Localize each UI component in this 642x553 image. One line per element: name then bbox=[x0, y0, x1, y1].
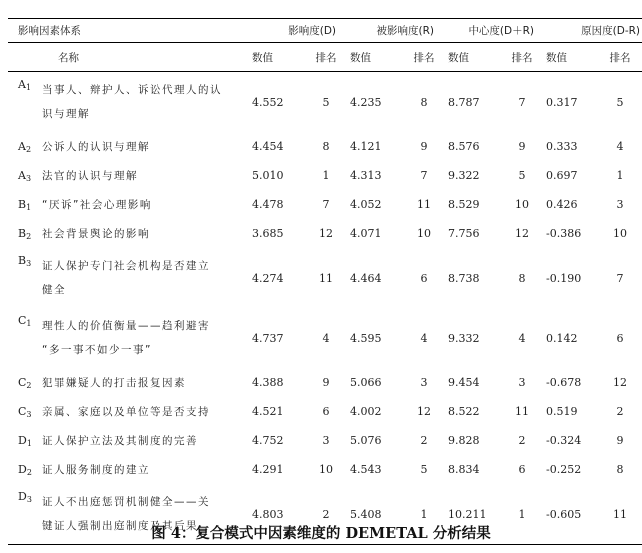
factor-name bbox=[42, 368, 252, 397]
rank-dr-diff: 5 bbox=[616, 95, 624, 109]
group-header-dr-sum: 中心度(D＋R) bbox=[448, 19, 546, 43]
rank-dr-sum: 8 bbox=[518, 271, 526, 285]
factor-id bbox=[8, 248, 42, 308]
value-d: 3.685 bbox=[252, 227, 284, 240]
table-row bbox=[8, 248, 642, 308]
value-dr-sum: 8.522 bbox=[448, 405, 480, 418]
value-d: 4.274 bbox=[252, 271, 284, 285]
value-dr-diff: -0.678 bbox=[546, 376, 582, 389]
value-dr-diff: 0.697 bbox=[546, 169, 578, 182]
factor-name bbox=[42, 397, 252, 426]
factor-id bbox=[8, 368, 42, 397]
table-row bbox=[8, 308, 642, 368]
factor-id-number: 3 bbox=[26, 259, 32, 268]
factor-id bbox=[8, 397, 42, 426]
rank-d: 9 bbox=[322, 376, 330, 389]
rank-r: 6 bbox=[420, 271, 428, 285]
value-d: 4.521 bbox=[252, 405, 284, 418]
rank-dr-diff: 4 bbox=[616, 140, 624, 153]
value-dr-diff: 0.519 bbox=[546, 405, 578, 418]
table-row bbox=[8, 426, 642, 455]
group-header-d: 影响度(D) bbox=[252, 19, 350, 43]
value-d: 4.803 bbox=[252, 484, 302, 545]
rank-dr-diff: 10 bbox=[613, 227, 628, 240]
value-dr-diff: 0.333 bbox=[546, 140, 578, 153]
value-header: 数值 bbox=[350, 43, 400, 72]
factor-name-line: 理性人的价值衡量——趋利避害 bbox=[42, 320, 210, 332]
rank-dr-sum: 9 bbox=[518, 140, 526, 153]
rank-dr-sum: 6 bbox=[518, 463, 526, 476]
value-dr-diff: -0.324 bbox=[546, 434, 582, 447]
factor-id-number: 2 bbox=[26, 467, 32, 477]
factor-id-letter: D bbox=[18, 462, 27, 476]
factor-id-number: 2 bbox=[26, 231, 32, 241]
factor-id-number: 3 bbox=[26, 495, 32, 504]
rank-r: 10 bbox=[417, 227, 431, 240]
value-dr-sum: 9.322 bbox=[448, 169, 480, 182]
factor-name-line: 键证人强制出庭制度及其后果 bbox=[42, 520, 198, 532]
rank-dr-sum: 4 bbox=[518, 331, 526, 345]
value-dr-sum: 9.828 bbox=[448, 434, 480, 447]
rank-dr-diff: 2 bbox=[616, 405, 624, 418]
factor-id-letter: C bbox=[18, 375, 27, 389]
value-header: 数值 bbox=[448, 43, 498, 72]
value-d: 5.010 bbox=[252, 169, 284, 182]
rank-dr-diff: 7 bbox=[616, 271, 624, 285]
rank-dr-diff: 8 bbox=[616, 463, 624, 476]
table-row bbox=[8, 455, 642, 484]
rank-r: 5 bbox=[420, 463, 428, 476]
rank-dr-diff: 6 bbox=[616, 331, 624, 345]
factor-id-letter: B bbox=[18, 254, 27, 267]
factor-name-line: 社会背景舆论的影响 bbox=[42, 227, 150, 240]
rank-r: 8 bbox=[420, 95, 428, 109]
demetal-table bbox=[8, 18, 642, 545]
factor-id-number: 1 bbox=[26, 319, 32, 328]
value-r: 4.595 bbox=[350, 331, 382, 345]
factor-name-line: 健全 bbox=[42, 284, 66, 296]
factor-name-line: 证人保护立法及其制度的完善 bbox=[42, 434, 198, 447]
factor-id bbox=[8, 161, 42, 190]
value-dr-diff: -0.386 bbox=[546, 227, 582, 240]
factor-id-letter: D bbox=[18, 490, 27, 503]
value-d: 4.388 bbox=[252, 376, 284, 389]
factor-name-line: “多一事不如少一事” bbox=[42, 344, 152, 356]
rank-dr-sum: 3 bbox=[518, 376, 526, 389]
factor-id bbox=[8, 455, 42, 484]
value-d: 4.291 bbox=[252, 463, 284, 476]
factor-name-line: 当事人、辩护人、诉讼代理人的认 bbox=[42, 84, 222, 96]
factor-name-line: 亲属、家庭以及单位等是否支持 bbox=[42, 405, 210, 418]
table-header-row-sub bbox=[8, 43, 642, 72]
value-dr-sum: 8.738 bbox=[448, 271, 480, 285]
table-row bbox=[8, 397, 642, 426]
factor-id-letter: A bbox=[18, 78, 26, 91]
rank-d: 10 bbox=[319, 463, 333, 476]
value-header: 数值 bbox=[252, 43, 302, 72]
rank-header: 排名 bbox=[498, 43, 546, 72]
value-d: 4.737 bbox=[252, 331, 284, 345]
rank-r: 1 bbox=[400, 484, 448, 545]
rank-r: 11 bbox=[417, 198, 431, 211]
factor-name-line: 识与理解 bbox=[42, 108, 90, 120]
rank-r: 7 bbox=[420, 169, 428, 182]
value-d: 4.752 bbox=[252, 434, 284, 447]
value-dr-sum: 10.211 bbox=[448, 484, 498, 545]
value-dr-diff: 0.426 bbox=[546, 198, 578, 211]
value-header: 数值 bbox=[546, 43, 596, 72]
factor-id-letter: C bbox=[18, 314, 27, 327]
factor-name bbox=[42, 248, 252, 308]
rank-dr-sum: 11 bbox=[515, 405, 529, 418]
factor-name bbox=[42, 190, 252, 219]
factor-id bbox=[8, 72, 42, 133]
rank-header: 排名 bbox=[596, 43, 642, 72]
factor-id-number: 3 bbox=[25, 173, 32, 183]
rank-d: 2 bbox=[302, 484, 350, 545]
rank-d: 3 bbox=[322, 434, 330, 447]
table-row bbox=[8, 219, 642, 248]
name-header: 名称 bbox=[42, 43, 252, 72]
rank-d: 11 bbox=[319, 271, 333, 285]
factor-id bbox=[8, 219, 42, 248]
value-r: 4.313 bbox=[350, 169, 382, 182]
factor-name bbox=[42, 308, 252, 368]
value-r: 4.002 bbox=[350, 405, 382, 418]
rank-dr-diff: 9 bbox=[616, 434, 624, 447]
value-r: 4.052 bbox=[350, 198, 382, 211]
factor-id bbox=[8, 308, 42, 368]
value-r: 5.076 bbox=[350, 434, 382, 447]
rank-d: 12 bbox=[319, 227, 333, 240]
value-dr-sum: 7.756 bbox=[448, 227, 480, 240]
group-header-r: 被影响度(R) bbox=[350, 19, 448, 43]
rank-dr-sum: 7 bbox=[518, 95, 526, 109]
factor-id-number: 2 bbox=[25, 144, 32, 154]
factor-name-line: 公诉人的认识与理解 bbox=[42, 140, 150, 153]
rank-dr-sum: 10 bbox=[515, 198, 529, 211]
value-dr-sum: 9.332 bbox=[448, 331, 480, 345]
rank-r: 4 bbox=[420, 331, 428, 345]
value-r: 4.543 bbox=[350, 463, 382, 476]
factor-name bbox=[42, 132, 252, 161]
rank-d: 4 bbox=[322, 331, 330, 345]
rank-d: 1 bbox=[322, 169, 330, 182]
factor-id-number: 1 bbox=[26, 438, 32, 448]
value-dr-diff: 0.317 bbox=[546, 95, 578, 109]
value-r: 5.066 bbox=[350, 376, 382, 389]
table-header-row-groups bbox=[8, 19, 642, 43]
factor-name-line: 证人服务制度的建立 bbox=[42, 463, 150, 476]
factor-id-number: 1 bbox=[26, 202, 32, 212]
value-dr-sum: 8.834 bbox=[448, 463, 480, 476]
factor-id-letter: B bbox=[18, 226, 27, 240]
rank-dr-sum: 1 bbox=[498, 484, 546, 545]
factor-id-letter: A bbox=[18, 168, 26, 182]
factor-name-line: 证人不出庭惩罚机制健全——关 bbox=[42, 496, 210, 508]
rank-r: 9 bbox=[420, 140, 428, 153]
table-row bbox=[8, 368, 642, 397]
factor-id-number: 1 bbox=[25, 83, 32, 92]
factor-name-line: 犯罪嫌疑人的打击报复因素 bbox=[42, 376, 186, 389]
value-r: 4.071 bbox=[350, 227, 382, 240]
value-dr-diff: 0.142 bbox=[546, 331, 578, 345]
system-header: 影响因素体系 bbox=[8, 19, 252, 43]
factor-name-line: 法官的认识与理解 bbox=[42, 169, 138, 182]
rank-dr-diff: 3 bbox=[616, 198, 624, 211]
figure-caption: 图 4：复合模式中因素维度的 DEMETAL 分析结果 bbox=[151, 525, 491, 542]
factor-name-line: “厌诉”社会心理影响 bbox=[42, 198, 152, 211]
factor-id-letter: D bbox=[18, 433, 27, 447]
rank-dr-diff: 12 bbox=[613, 376, 628, 389]
factor-id-number: 2 bbox=[26, 380, 32, 390]
value-r: 4.121 bbox=[350, 140, 382, 153]
factor-id-letter: A bbox=[18, 139, 26, 153]
value-dr-sum: 8.529 bbox=[448, 198, 480, 211]
factor-id-number: 3 bbox=[26, 409, 32, 419]
rank-dr-sum: 5 bbox=[518, 169, 526, 182]
rank-r: 2 bbox=[420, 434, 428, 447]
rank-dr-sum: 2 bbox=[518, 434, 526, 447]
rank-dr-diff: 1 bbox=[616, 169, 624, 182]
value-d: 4.478 bbox=[252, 198, 284, 211]
factor-name bbox=[42, 455, 252, 484]
rank-dr-sum: 12 bbox=[515, 227, 529, 240]
table-row bbox=[8, 161, 642, 190]
factor-id-letter: C bbox=[18, 404, 27, 418]
value-d: 4.454 bbox=[252, 140, 284, 153]
rank-d: 7 bbox=[322, 198, 330, 211]
id-header bbox=[8, 43, 42, 72]
value-dr-sum: 9.454 bbox=[448, 376, 480, 389]
table-row bbox=[8, 132, 642, 161]
value-d: 4.552 bbox=[252, 95, 284, 109]
group-header-dr-diff: 原因度(D-R) bbox=[546, 19, 642, 43]
factor-id bbox=[8, 132, 42, 161]
factor-id-letter: B bbox=[18, 197, 27, 211]
rank-d: 5 bbox=[322, 95, 330, 109]
rank-d: 8 bbox=[322, 140, 330, 153]
factor-id bbox=[8, 190, 42, 219]
value-dr-sum: 8.576 bbox=[448, 140, 480, 153]
table-row bbox=[8, 72, 642, 133]
rank-r: 3 bbox=[420, 376, 428, 389]
value-r: 4.235 bbox=[350, 95, 382, 109]
rank-r: 12 bbox=[417, 405, 431, 418]
factor-id bbox=[8, 426, 42, 455]
value-dr-sum: 8.787 bbox=[448, 95, 480, 109]
factor-name bbox=[42, 161, 252, 190]
value-dr-diff: -0.190 bbox=[546, 271, 582, 285]
value-r: 5.408 bbox=[350, 484, 400, 545]
rank-d: 6 bbox=[322, 405, 330, 418]
factor-name bbox=[42, 72, 252, 133]
rank-header: 排名 bbox=[302, 43, 350, 72]
value-dr-diff: -0.252 bbox=[546, 463, 582, 476]
rank-header: 排名 bbox=[400, 43, 448, 72]
factor-name bbox=[42, 426, 252, 455]
table-row bbox=[8, 190, 642, 219]
rank-dr-diff: 11 bbox=[596, 484, 642, 545]
factor-name bbox=[42, 219, 252, 248]
factor-name-line: 证人保护专门社会机构是否建立 bbox=[42, 260, 210, 272]
value-dr-diff: -0.605 bbox=[546, 484, 596, 545]
value-r: 4.464 bbox=[350, 271, 382, 285]
